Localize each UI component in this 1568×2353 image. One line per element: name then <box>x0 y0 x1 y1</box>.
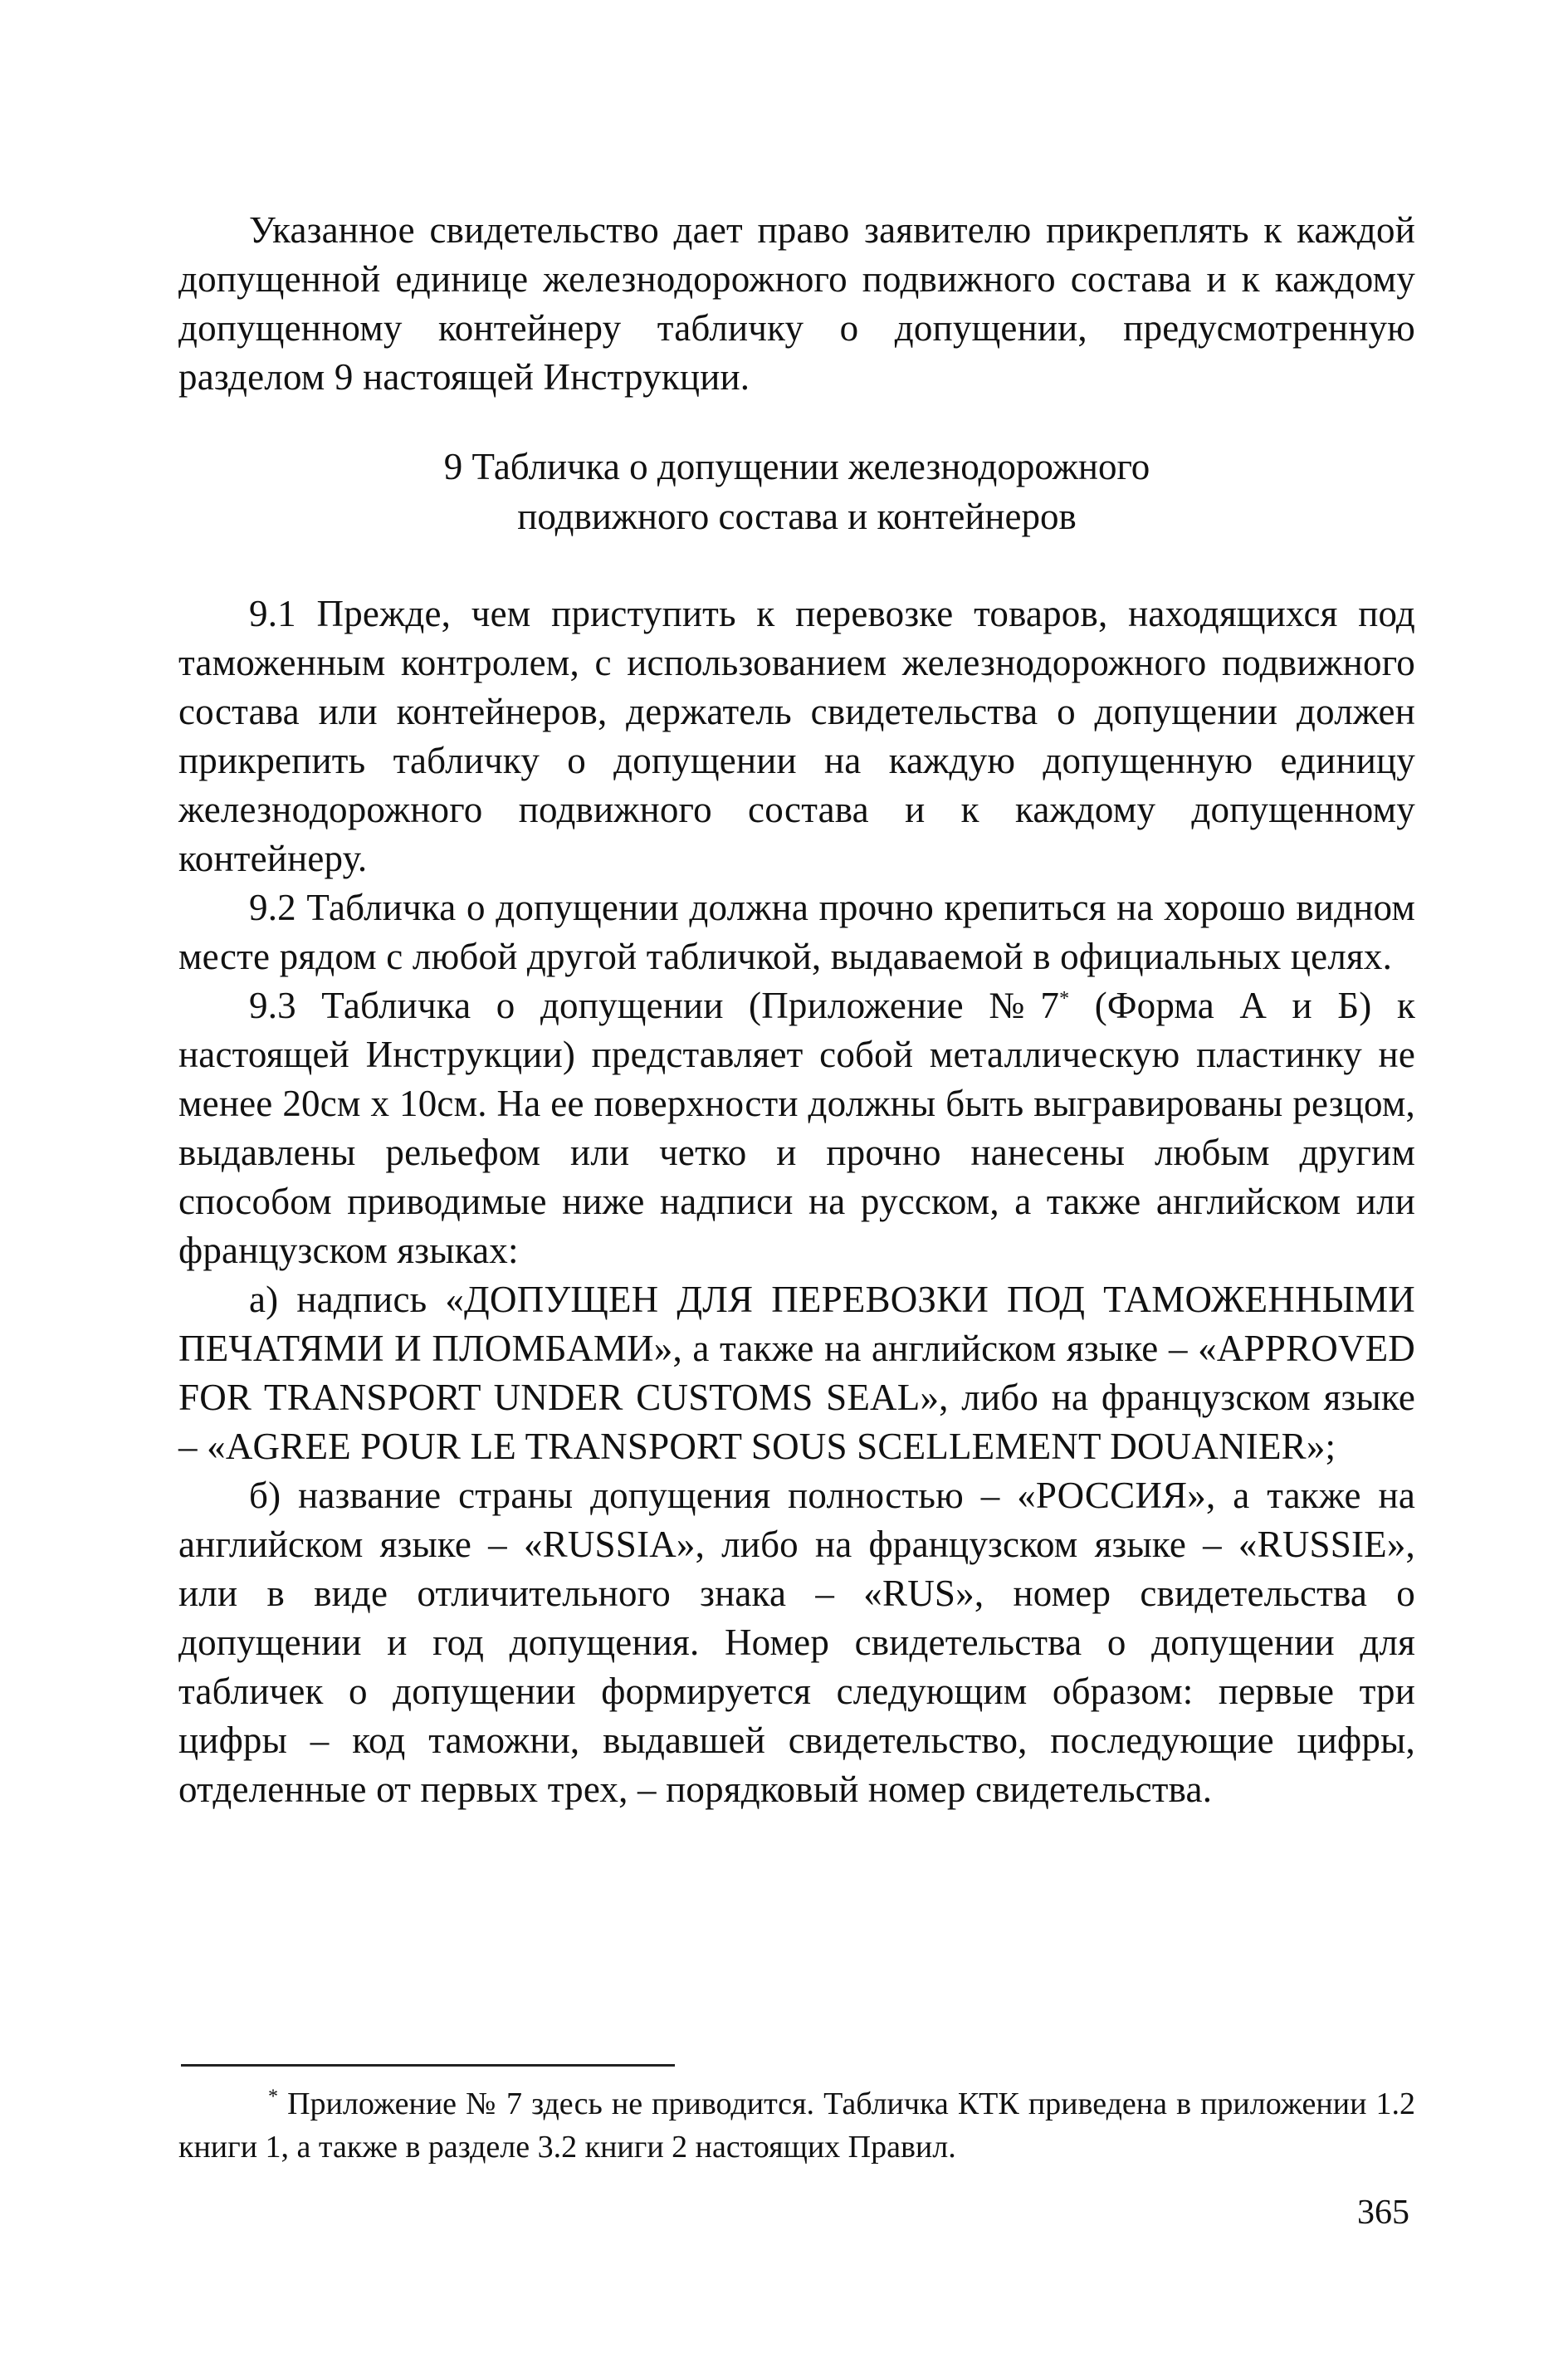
paragraph-9-3 <box>178 981 1415 1275</box>
page-number: 365 <box>1357 2194 1409 2232</box>
intro-paragraph: Указанное свидетельство дает право заявителю прикреплять к каждой допущенной единице железнодорожного подвижного состава и к каждому допущенному контейнеру табличку о допущении, предусмотренную разделом 9 настоящей Инструкции. <box>178 209 1415 398</box>
footnote <box>178 2082 1415 2169</box>
paragraph-9-1: 9.1 Прежде, чем приступить к перевозке товаров, находящихся под таможенным контролем, с использованием железнодорожного подвижного состава или контейнеров, держатель свидетельства о допущении должен прикрепить табличку о допущении на каждую допущенную единицу железнодорожного подвижного состава и к каждому допущенному контейнеру. <box>178 593 1415 879</box>
footnote-divider <box>181 2064 675 2067</box>
footnote-text: Приложение № 7 здесь не приводится. Табличка КТК приведена в приложении 1.2 книги 1, а также в разделе 3.2 книги 2 настоящих Правил. <box>178 2086 1415 2165</box>
footnote-reference: * <box>1059 988 1070 1010</box>
section-heading <box>178 442 1415 541</box>
footnote-mark: * <box>268 2086 278 2108</box>
paragraph-9-3-rest: (Форма А и Б) к настоящей Инструкции) представляет собой металлическую пластинку не менее 20см х 10см. На ее поверхности должны быть выгравированы резцом, выдавлены рельефом или четко и прочно нанесены любым другим способом приводимые ниже надписи на русском, а также английском или французском языках: <box>178 985 1416 1271</box>
list-item-a: а) надпись «ДОПУЩЕН ДЛЯ ПЕРЕВОЗКИ ПОД ТАМОЖЕННЫМИ ПЕЧАТЯМИ И ПЛОМБАМИ», а также на английском языке – «APPROVED FOR TRANSPORT UNDER CUSTOMS SEAL», либо на французском языке – «AGREE POUR LE TRANSPORT SOUS SCELLEMENT DOUANIER»; <box>178 1279 1415 1467</box>
section-heading-line-1: 9 Табличка о допущении железнодорожного <box>443 446 1150 487</box>
paragraph-9-3-lead: 9.3 Табличка о допущении (Приложение №7 <box>249 985 1060 1026</box>
list-item-b: б) название страны допущения полностью – «РОССИЯ», а также на английском языке – «RUSSIA», либо на французском языке – «RUSSIE», или в виде отличительного знака – «RUS», номер свидетельства о допущении и год допущения. Номер свидетельства о допущении для табличек о допущении формируется следующим образом: первые три цифры – код таможни, выдавшей свидетельство, последующие цифры, отделенные от первых трех, – порядковый номер свидетельства. <box>178 1475 1415 1810</box>
section-heading-line-2: подвижного состава и контейнеров <box>517 496 1077 537</box>
paragraph-9-2: 9.2 Табличка о допущении должна прочно крепиться на хорошо видном месте рядом с любой другой табличкой, выдаваемой в официальных целях. <box>178 887 1415 977</box>
section-body <box>178 589 1415 1814</box>
intro-text <box>178 206 1415 402</box>
